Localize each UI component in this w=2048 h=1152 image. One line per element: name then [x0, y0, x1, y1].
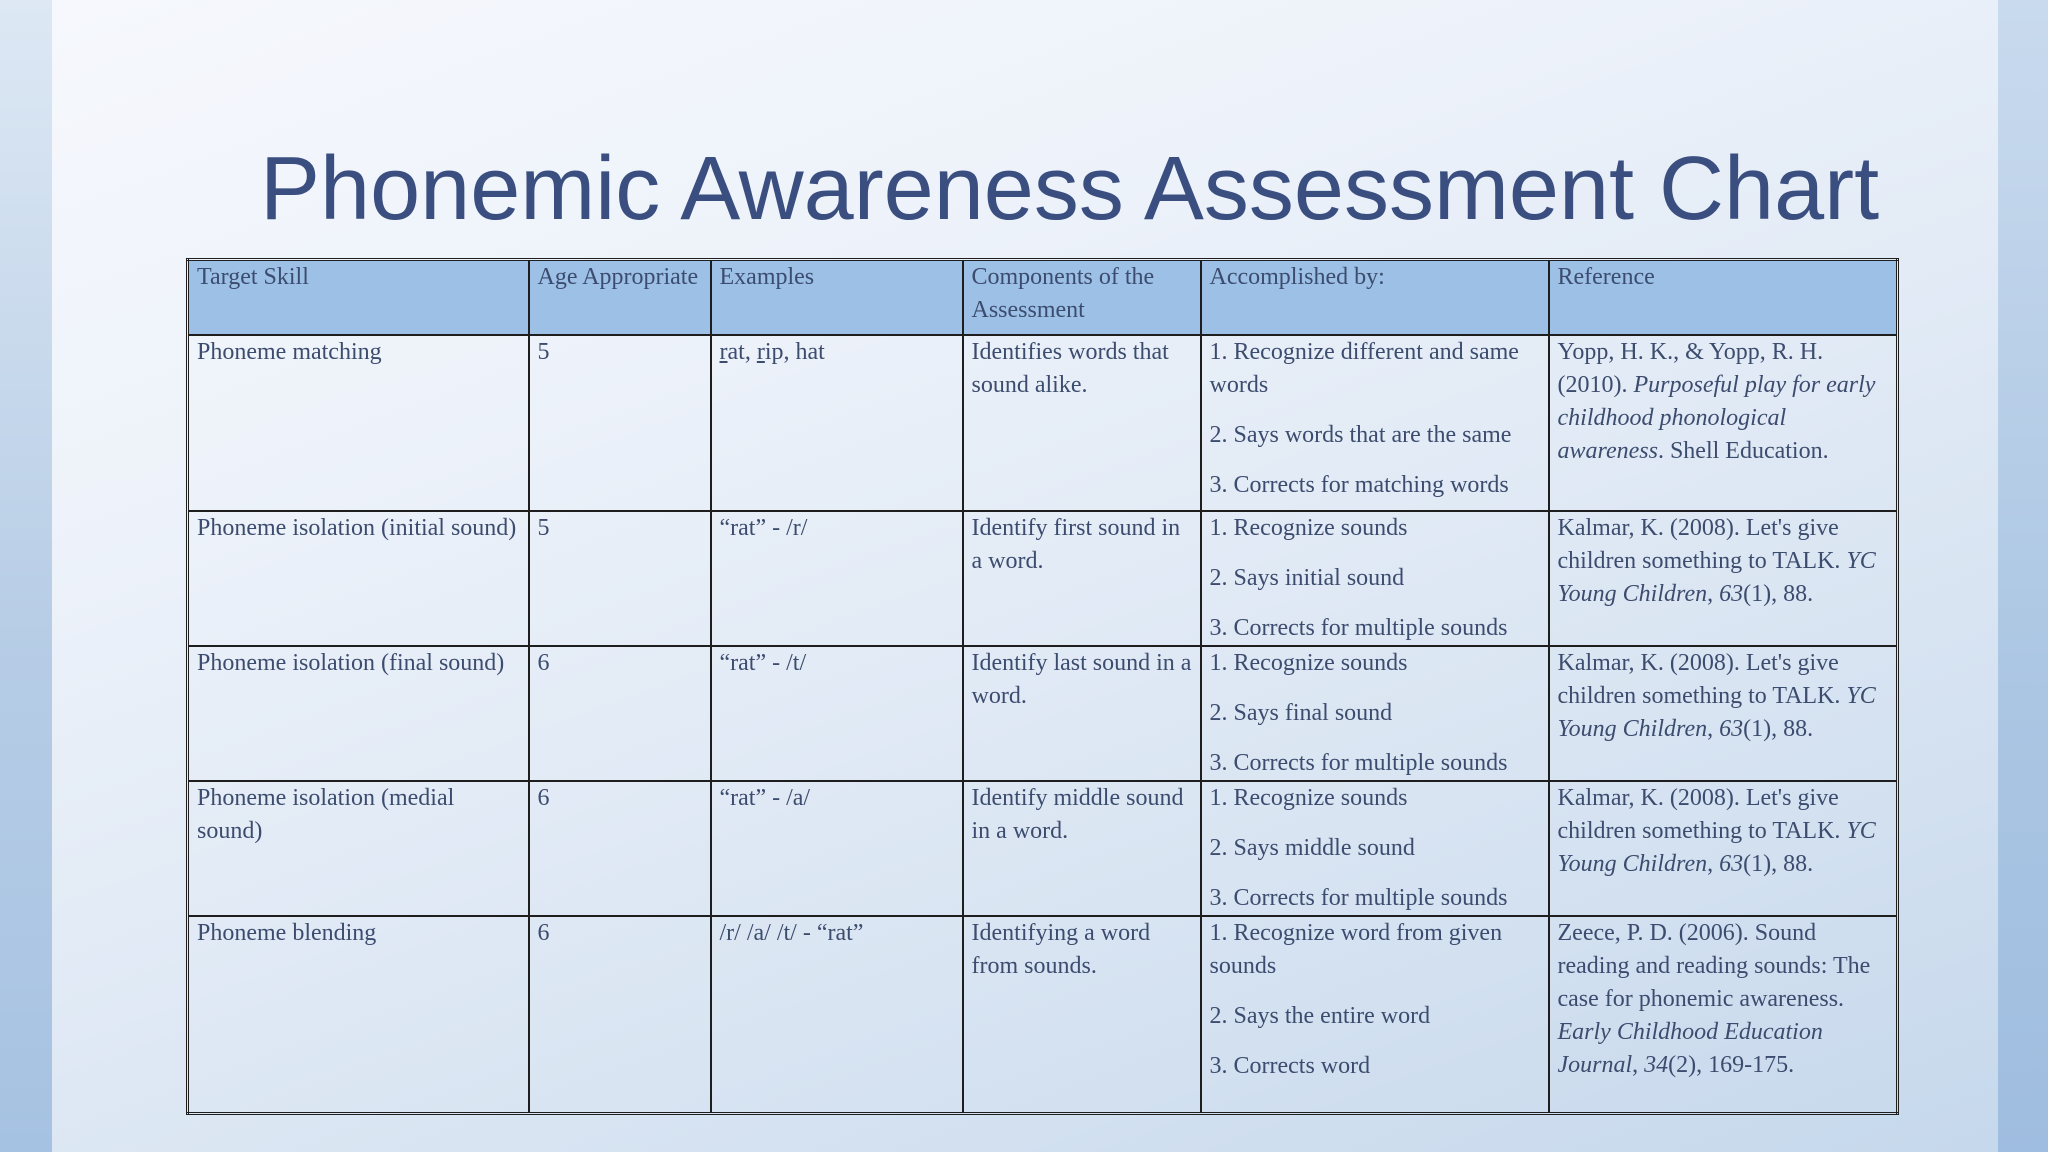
- cell-example: “rat” - /t/: [711, 646, 963, 781]
- header-target-skill: Target Skill: [188, 260, 529, 336]
- cell-reference: [1549, 916, 1898, 1114]
- step-item: 1. Recognize sounds: [1209, 515, 1408, 541]
- step-item: 3. Corrects for multiple sounds: [1209, 750, 1508, 776]
- step-item: 2. Says middle sound: [1209, 835, 1415, 861]
- cell-component: Identifying a word from sounds.: [963, 916, 1201, 1114]
- step-item: 3. Corrects for matching words: [1209, 472, 1509, 498]
- example-underlined-letter: r: [756, 339, 765, 365]
- cell-accomplished-by: [1201, 335, 1549, 511]
- step-item: 1. Recognize sounds: [1209, 650, 1408, 676]
- step-item: 2. Says the entire word: [1209, 1003, 1431, 1029]
- reference-text: Zeece, P. D. (2006). Sound reading and reading sounds: The case for phonemic awareness.: [1557, 920, 1871, 1012]
- cell-example: “rat” - /a/: [711, 781, 963, 916]
- reference-text: (1), 88.: [1743, 851, 1814, 877]
- step-item: 1. Recognize sounds: [1209, 785, 1408, 811]
- step-item: 3. Corrects for multiple sounds: [1209, 615, 1508, 641]
- cell-example: /r/ /a/ /t/ - “rat”: [711, 916, 963, 1114]
- cell-target-skill: Phoneme matching: [188, 335, 529, 511]
- cell-target-skill: Phoneme isolation (medial sound): [188, 781, 529, 916]
- right-edge-band: [1998, 0, 2048, 1152]
- cell-component: Identify last sound in a word.: [963, 646, 1201, 781]
- header-age-appropriate: Age Appropriate: [529, 260, 711, 336]
- reference-volume: 63: [1719, 581, 1744, 607]
- reference-journal: YC Young Children: [1557, 548, 1876, 607]
- reference-text: Kalmar, K. (2008). Let's give children something to TALK.: [1557, 785, 1847, 844]
- cell-reference: [1549, 781, 1898, 916]
- step-item: 2. Says words that are the same: [1209, 422, 1512, 448]
- cell-reference: [1549, 511, 1898, 646]
- reference-text: ,: [1707, 716, 1720, 742]
- cell-target-skill: Phoneme blending: [188, 916, 529, 1114]
- table-row: [188, 335, 1898, 511]
- cell-accomplished-by: [1201, 511, 1549, 646]
- step-item: 3. Corrects for multiple sounds: [1209, 885, 1508, 911]
- cell-example: [711, 335, 963, 511]
- cell-reference: [1549, 335, 1898, 511]
- step-item: 2. Says initial sound: [1209, 565, 1405, 591]
- header-examples: Examples: [711, 260, 963, 336]
- table-row: [188, 781, 1898, 916]
- slide-title: Phonemic Awareness Assessment Chart: [260, 139, 1880, 239]
- reference-text: . Shell Education.: [1657, 438, 1829, 464]
- cell-component: Identify first sound in a word.: [963, 511, 1201, 646]
- reference-text: ,: [1707, 851, 1720, 877]
- example-underlined-letter: r: [719, 339, 728, 365]
- cell-accomplished-by: [1201, 646, 1549, 781]
- step-item: 1. Recognize different and same words: [1209, 339, 1519, 398]
- header-components: Components of the Assessment: [963, 260, 1201, 336]
- cell-accomplished-by: [1201, 916, 1549, 1114]
- cell-age: 6: [529, 646, 711, 781]
- reference-text: (2), 169-175.: [1668, 1052, 1795, 1078]
- left-edge-band: [0, 0, 52, 1152]
- step-item: 1. Recognize word from given sounds: [1209, 920, 1503, 979]
- cell-example: “rat” - /r/: [711, 511, 963, 646]
- table-header-row: [188, 260, 1898, 336]
- cell-accomplished-by: [1201, 781, 1549, 916]
- reference-text: Kalmar, K. (2008). Let's give children something to TALK.: [1557, 650, 1847, 709]
- cell-component: Identifies words that sound alike.: [963, 335, 1201, 511]
- reference-text: ,: [1632, 1052, 1645, 1078]
- assessment-table: [186, 258, 1899, 1115]
- reference-volume: 63: [1719, 716, 1744, 742]
- cell-age: 6: [529, 781, 711, 916]
- cell-age: 6: [529, 916, 711, 1114]
- reference-journal: Early Childhood Education Journal: [1557, 1019, 1823, 1078]
- reference-text: ,: [1707, 581, 1720, 607]
- reference-text: Kalmar, K. (2008). Let's give children something to TALK.: [1557, 515, 1847, 574]
- cell-target-skill: Phoneme isolation (initial sound): [188, 511, 529, 646]
- header-reference: Reference: [1549, 260, 1898, 336]
- cell-component: Identify middle sound in a word.: [963, 781, 1201, 916]
- reference-text: Yopp, H. K., & Yopp, R. H. (2010).: [1557, 339, 1824, 398]
- reference-journal: YC Young Children: [1557, 818, 1876, 877]
- table-row: [188, 646, 1898, 781]
- example-text: ip, hat: [764, 339, 825, 365]
- table-row: [188, 916, 1898, 1114]
- step-item: 3. Corrects word: [1209, 1053, 1371, 1079]
- reference-text: (1), 88.: [1743, 716, 1814, 742]
- reference-volume: 63: [1719, 851, 1744, 877]
- reference-text: (1), 88.: [1743, 581, 1814, 607]
- cell-target-skill: Phoneme isolation (final sound): [188, 646, 529, 781]
- cell-age: 5: [529, 335, 711, 511]
- reference-journal: YC Young Children: [1557, 683, 1876, 742]
- reference-volume: 34: [1644, 1052, 1669, 1078]
- example-text: at,: [727, 339, 757, 365]
- step-item: 2. Says final sound: [1209, 700, 1393, 726]
- cell-reference: [1549, 646, 1898, 781]
- reference-title: Purposeful play for early childhood phonological awareness: [1557, 372, 1876, 464]
- header-accomplished-by: Accomplished by:: [1201, 260, 1549, 336]
- cell-age: 5: [529, 511, 711, 646]
- table-row: [188, 511, 1898, 646]
